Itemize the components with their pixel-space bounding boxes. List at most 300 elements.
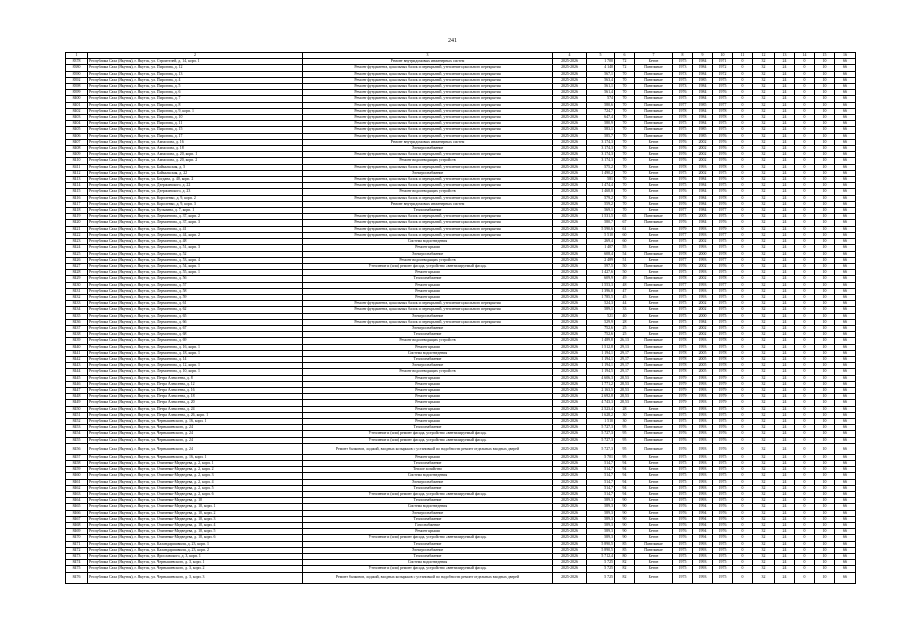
table-cell: 1972 (713, 71, 733, 77)
table-cell: 1975 (673, 412, 693, 418)
table-cell: 2025-2026 (553, 510, 587, 516)
table-cell: 32 (753, 189, 775, 195)
table-cell: 66 (835, 516, 856, 522)
table-cell: Бетон (635, 146, 673, 152)
table-cell: Бетон (635, 152, 673, 158)
table-cell: 0 (733, 485, 753, 491)
table-cell: 10 (815, 183, 835, 189)
table-cell: 5 701 (587, 454, 615, 460)
table-cell: 2025-2026 (553, 84, 587, 90)
table-cell: 1976 (713, 431, 733, 437)
table-cell: 10 (815, 189, 835, 195)
table-cell: 2005 (693, 356, 713, 362)
table-cell: Бетон (635, 504, 673, 510)
table-cell: 32 (753, 121, 775, 127)
table-cell: 0 (733, 288, 753, 294)
table-cell: Панельные (635, 282, 673, 288)
table-cell: Республика Саха (Якутия), г. Якутск, ул. Пирогова, д. 15 (88, 127, 303, 133)
table-cell: Теплоснабжение (303, 425, 553, 431)
table-cell: 32 (753, 554, 775, 560)
table-cell: 1994 (693, 516, 713, 522)
table-cell: 66 (835, 554, 856, 560)
table-cell: 1975 (673, 59, 693, 65)
table-cell: 0 (795, 77, 815, 83)
table-cell: 1975 (713, 127, 733, 133)
table-cell: 2002 (693, 276, 713, 282)
table-cell: Система водоотведения (303, 350, 553, 356)
table-cell: Панельные (635, 121, 673, 127)
table-cell: 2002 (693, 146, 713, 152)
table-cell: Ремонт фундамента, цокольных балок и перекрытий, утепление цокольного перекрытия (303, 96, 553, 102)
table-cell: 8438 (66, 332, 88, 338)
table-cell: 1985 (693, 127, 713, 133)
table-cell: 1993 (693, 418, 713, 424)
table-cell: 32 (753, 356, 775, 362)
table-cell: 1976 (713, 189, 733, 195)
table-cell: Республика Саха (Якутия), г. Якутск, ул. Лермонтова, д. 12, корп. 1 (88, 363, 303, 369)
table-cell: 1975 (713, 467, 733, 473)
table-cell: 2025-2026 (553, 245, 587, 251)
table-cell: 589,3 (587, 523, 615, 529)
table-cell: 1975 (713, 412, 733, 418)
table-cell: 10 (815, 158, 835, 164)
table-cell: 66 (835, 226, 856, 232)
table-cell: 32 (753, 319, 775, 325)
table-cell: 2025-2026 (553, 529, 587, 535)
table-cell: 1979 (713, 400, 733, 406)
table-cell: 1993 (693, 485, 713, 491)
table-cell: 8411 (66, 164, 88, 170)
table-cell: 2025-2026 (553, 375, 587, 381)
table-cell: 32 (753, 59, 775, 65)
table-cell: 0 (733, 554, 753, 560)
table-cell: Республика Саха (Якутия), г. Якутск, ул. Чернышевского, д. 24 (88, 431, 303, 437)
table-cell: 1993 (693, 400, 713, 406)
table-cell: 1975 (673, 554, 693, 560)
table-cell: Ремонт фундамента, цокольных балок и перекрытий, утепление цокольного перекрытия (303, 195, 553, 201)
table-cell: Ремонт фундамента, цокольных балок и перекрытий, утепление цокольного перекрытия (303, 226, 553, 232)
table-cell: 8433 (66, 301, 88, 307)
table-cell: Ремонт фундамента, цокольных балок и перекрытий, утепление цокольного перекрытия (303, 164, 553, 170)
table-cell: 1993 (693, 492, 713, 498)
table-cell: 70 (615, 108, 635, 114)
table-cell: Республика Саха (Якутия), г. Якутск, ул. Лермонтова, д. 55, корп. 1 (88, 270, 303, 276)
table-cell: 1984 (693, 183, 713, 189)
table-cell: 1975 (713, 183, 733, 189)
table-cell: 1985 (693, 102, 713, 108)
table-cell: 10 (815, 208, 835, 214)
table-cell: 0 (733, 133, 753, 139)
table-cell: 66 (835, 363, 856, 369)
table-cell: Республика Саха (Якутия), г. Якутск, ул. Пирогова, д. 8 (88, 102, 303, 108)
table-cell: 24 (775, 560, 795, 566)
table-cell: 2025-2026 (553, 356, 587, 362)
table-cell: 10 (815, 164, 835, 170)
table-cell: 95 (615, 431, 635, 437)
column-number-2: 2 (88, 53, 303, 59)
table-cell: 2025-2026 (553, 257, 587, 263)
table-cell: 24 (775, 177, 795, 183)
table-cell: 1993 (693, 387, 713, 393)
table-cell: 0 (733, 443, 753, 454)
table-cell: 8460 (66, 473, 88, 479)
table-cell: 10 (815, 325, 835, 331)
table-cell: 2025-2026 (553, 344, 587, 350)
table-cell: Панельные (635, 96, 673, 102)
table-cell: 10 (815, 454, 835, 460)
table-cell: 1975 (713, 332, 733, 338)
table-cell: 0 (795, 90, 815, 96)
table-cell: Панельные (635, 127, 673, 133)
table-cell: Бетон (635, 239, 673, 245)
table-cell: 10 (815, 77, 835, 83)
table-cell: 0 (733, 560, 753, 566)
table-cell: 1975 (673, 313, 693, 319)
table-cell: 8471 (66, 541, 88, 547)
table-cell: 66 (835, 245, 856, 251)
table-cell: 2025-2026 (553, 504, 587, 510)
table-cell: Республика Саха (Якутия), г. Якутск, ул. Лермонтова, д. 58 (88, 288, 303, 294)
table-cell: 0 (795, 195, 815, 201)
table-cell: 1 194,5 (587, 369, 615, 375)
table-cell: 1985 (693, 77, 713, 83)
table-cell: Ремонт крыши (303, 270, 553, 276)
table-cell: 10 (815, 282, 835, 288)
table-cell: 580,7 (587, 220, 615, 226)
table-cell: 1975 (673, 239, 693, 245)
table-cell: 0 (795, 257, 815, 263)
table-cell: 10 (815, 437, 835, 443)
table-cell: 10 (815, 170, 835, 176)
table-cell: Ремонт фундамента, цокольных балок и перекрытий, утепление цокольного перекрытия (303, 77, 553, 83)
table-cell: Республика Саха (Якутия), г. Якутск, ул. Чернышевского, д. 3, корп. 3 (88, 572, 303, 583)
table-cell: Республика Саха (Якутия), г. Якутск, ул. Пирогова, д. 5 (88, 84, 303, 90)
table-cell: 2025-2026 (553, 189, 587, 195)
table-cell: 72 (615, 59, 635, 65)
table-cell: 0 (795, 121, 815, 127)
table-cell: 1976 (673, 529, 693, 535)
table-cell: 1984 (693, 201, 713, 207)
table-cell: 1975 (713, 245, 733, 251)
table-cell: 2002 (693, 158, 713, 164)
table-cell: Бетон (635, 516, 673, 522)
table-cell: 0 (795, 394, 815, 400)
table-cell: 24 (775, 189, 795, 195)
table-cell: 0 (733, 177, 753, 183)
table-cell: 8455 (66, 437, 88, 443)
table-cell: 1993 (693, 344, 713, 350)
table-cell: 60 (615, 239, 635, 245)
table-cell: Ремонт внутридомовых инженерных систем (303, 59, 553, 65)
table-cell: Ремонт крыши (303, 387, 553, 393)
table-cell: 32 (753, 115, 775, 121)
table-cell: 32 (753, 77, 775, 83)
table-cell: 0 (795, 251, 815, 257)
table-cell: 0 (733, 127, 753, 133)
table-cell: 24 (775, 313, 795, 319)
table-cell: 574 (587, 96, 615, 102)
table-cell: Бетон (635, 294, 673, 300)
table-cell: 589,1 (587, 307, 615, 313)
table-cell: 32 (753, 535, 775, 541)
table-cell: 1975 (673, 418, 693, 424)
table-cell: 32 (753, 84, 775, 90)
table-cell: 0 (795, 332, 815, 338)
table-cell: 1975 (713, 485, 733, 491)
table-cell: 1978 (673, 195, 693, 201)
table-cell: 1976 (673, 263, 693, 269)
table-cell: Панельные (635, 425, 673, 431)
table-cell: 24 (775, 529, 795, 535)
table-cell: 8421 (66, 226, 88, 232)
table-cell: Ремонт крыши (303, 288, 553, 294)
table-cell: Республика Саха (Якутия), г. Якутск, ул. Очиченко-Медведева, д. 10 (88, 498, 303, 504)
table-cell: 66 (835, 127, 856, 133)
table-cell: 10 (815, 276, 835, 282)
column-number-14: 14 (795, 53, 815, 59)
table-cell: 2025-2026 (553, 523, 587, 529)
table-cell: Республика Саха (Якутия), г. Якутск, ул. Чернышевского, д. 3, корп. 2 (88, 566, 303, 572)
table-cell: 8409 (66, 152, 88, 158)
table-cell: Республика Саха (Якутия), г. Якутск, ул. Лермонтова, д. 66 (88, 319, 303, 325)
table-cell: Ремонт фундамента, цокольных балок и перекрытий, утепление цокольного перекрытия (303, 232, 553, 238)
table-cell: 32 (753, 158, 775, 164)
table-cell: 1979 (673, 375, 693, 381)
table-cell: 10 (815, 226, 835, 232)
table-cell: 0 (733, 195, 753, 201)
table-cell: 608,4 (587, 251, 615, 257)
table-cell: 0 (733, 338, 753, 344)
table-cell: 2025-2026 (553, 164, 587, 170)
table-cell: 1975 (713, 313, 733, 319)
table-cell: Республика Саха (Якутия), г. Якутск, ул. Лермонтова, д. 59 (88, 294, 303, 300)
table-cell: 8440 (66, 344, 88, 350)
table-cell: Бетон (635, 177, 673, 183)
table-cell: 2025-2026 (553, 220, 587, 226)
table-cell: 66 (835, 102, 856, 108)
table-cell: Ремонт фундамента, цокольных балок и перекрытий, утепление цокольного перекрытия (303, 127, 553, 133)
table-cell: 2025-2026 (553, 96, 587, 102)
table-cell: 2025-2026 (553, 554, 587, 560)
table-cell: 2002 (693, 301, 713, 307)
table-cell: 8378 (66, 59, 88, 65)
table-cell: 5 890,5 (587, 547, 615, 553)
table-cell: 1975 (713, 301, 733, 307)
table-cell: 2025-2026 (553, 381, 587, 387)
table-cell: 1993 (693, 245, 713, 251)
table-cell: 10 (815, 108, 835, 114)
table-cell: 0 (795, 356, 815, 362)
table-cell: 66 (835, 239, 856, 245)
table-cell: Электроснабжение (303, 170, 553, 176)
table-cell: 32 (753, 96, 775, 102)
table-cell: 0 (733, 387, 753, 393)
table-cell: Ремонт фундамента, цокольных балок и перекрытий, утепление цокольного перекрытия (303, 301, 553, 307)
table-cell: 1975 (673, 301, 693, 307)
table-cell: 80 (615, 554, 635, 560)
table-cell: 0 (795, 325, 815, 331)
table-cell: 50 (615, 270, 635, 276)
table-cell: 10 (815, 400, 835, 406)
table-cell: 2025-2026 (553, 431, 587, 437)
table-cell: 32 (753, 547, 775, 553)
table-cell: 1975 (673, 406, 693, 412)
table-cell: Бетон (635, 208, 673, 214)
table-cell: 2025-2026 (553, 65, 587, 71)
table-cell: 66 (835, 170, 856, 176)
table-cell: 94 (615, 467, 635, 473)
table-cell: 10 (815, 356, 835, 362)
table-cell: 10 (815, 71, 835, 77)
table-cell: 0 (733, 381, 753, 387)
table-cell: 1978 (713, 164, 733, 170)
table-cell: 24 (775, 288, 795, 294)
table-cell: 55 (615, 245, 635, 251)
table-cell: 1993 (693, 554, 713, 560)
table-cell: 10 (815, 350, 835, 356)
table-cell: Ремонт крыши (303, 394, 553, 400)
table-cell: 65 (615, 214, 635, 220)
table-cell: 2025-2026 (553, 71, 587, 77)
table-cell: 0 (733, 276, 753, 282)
table-cell: Ремонт крыши (303, 418, 553, 424)
table-cell: 32 (753, 510, 775, 516)
table-cell: 0 (733, 325, 753, 331)
table-cell: 66 (835, 325, 856, 331)
table-cell: 2025-2026 (553, 363, 587, 369)
table-cell: 0 (795, 177, 815, 183)
table-cell: 24 (775, 504, 795, 510)
table-cell: 10 (815, 535, 835, 541)
table-cell: Утепление и (или) ремонт фасада, устройство «вентилируемый фасад» (303, 492, 553, 498)
table-cell: 10 (815, 313, 835, 319)
table-cell: Республика Саха (Якутия), г. Якутск, ул. Лермонтова, д. 37, корп. 3 (88, 220, 303, 226)
table-cell: 10 (815, 344, 835, 350)
table-cell: 0 (795, 201, 815, 207)
table-cell: 66 (835, 276, 856, 282)
table-cell: 1976 (673, 437, 693, 443)
table-cell: 10 (815, 332, 835, 338)
table-cell: 8452 (66, 418, 88, 424)
table-cell: 66 (835, 90, 856, 96)
table-cell: 1976 (713, 437, 733, 443)
table-cell: 2025-2026 (553, 288, 587, 294)
table-cell: 1994 (693, 504, 713, 510)
table-cell: 1978 (673, 356, 693, 362)
table-cell: 1975 (713, 498, 733, 504)
table-cell: 0 (733, 467, 753, 473)
table-cell: 66 (835, 572, 856, 583)
table-cell: 0 (795, 541, 815, 547)
table-cell: 8407 (66, 139, 88, 145)
table-cell: 3 174,3 (587, 152, 615, 158)
table-cell: Ремонт водоотводящих устройств (303, 158, 553, 164)
table-cell: 1975 (673, 344, 693, 350)
table-cell: 0 (795, 412, 815, 418)
table-cell: 66 (835, 541, 856, 547)
table-cell: Панельные (635, 431, 673, 437)
table-cell: 2025-2026 (553, 127, 587, 133)
table-cell: Панельные (635, 108, 673, 114)
table-cell: 0 (733, 189, 753, 195)
table-cell: 1975 (673, 479, 693, 485)
column-number-3: 3 (303, 53, 553, 59)
table-cell: 32 (753, 572, 775, 583)
table-cell: 583,1 (587, 127, 615, 133)
table-cell: 10 (815, 523, 835, 529)
table-cell: 24 (775, 257, 795, 263)
table-cell: 0 (733, 350, 753, 356)
table-cell: 66 (835, 535, 856, 541)
table-cell: 0 (795, 108, 815, 114)
table-cell: 0 (733, 232, 753, 238)
table-cell: 1993 (693, 572, 713, 583)
table-cell: 1975 (673, 127, 693, 133)
table-cell: Панельные (635, 547, 673, 553)
table-cell: 4 606,3 (587, 375, 615, 381)
table-cell: 66 (835, 437, 856, 443)
table-cell: 24 (775, 387, 795, 393)
table-cell: 2025-2026 (553, 232, 587, 238)
table-cell: 1 628,2 (587, 412, 615, 418)
table-cell: 10 (815, 387, 835, 393)
table-cell: 2025-2026 (553, 251, 587, 257)
table-cell: 2025-2026 (553, 560, 587, 566)
table-cell: 1975 (673, 270, 693, 276)
table-cell: Республика Саха (Якутия), г. Якутск, ул. Аммосова, д. 16 (88, 139, 303, 145)
table-cell: 8447 (66, 387, 88, 393)
table-cell: Бетон (635, 201, 673, 207)
table-cell: 0 (795, 425, 815, 431)
table-cell: Бетон (635, 406, 673, 412)
table-cell: 0 (795, 492, 815, 498)
table-cell: 24 (775, 127, 795, 133)
table-cell: 32 (753, 214, 775, 220)
table-cell: Панельные (635, 363, 673, 369)
table-cell: 24 (775, 473, 795, 479)
table-cell: 647,4 (587, 115, 615, 121)
table-cell: 2025-2026 (553, 572, 587, 583)
table-cell: 70 (615, 77, 635, 83)
table-cell: Республика Саха (Якутия), г. Якутск, ул. Лермонтова, д. 61 (88, 301, 303, 307)
table-cell: 0 (733, 183, 753, 189)
table-cell: 66 (835, 77, 856, 83)
table-cell: 0 (733, 71, 753, 77)
table-cell: 1975 (673, 454, 693, 460)
table-cell: 0 (733, 121, 753, 127)
table-cell: Республика Саха (Якутия), г. Якутск, ул. Лермонтова, д. 65 (88, 313, 303, 319)
table-cell: 10 (815, 381, 835, 387)
table-cell: 2002 (693, 263, 713, 269)
table-cell: 0 (733, 214, 753, 220)
table-cell: Ремонт внутридомовых инженерных систем (303, 139, 553, 145)
table-cell: 24 (775, 418, 795, 424)
table-cell: Панельные (635, 71, 673, 77)
table-cell: 32 (753, 294, 775, 300)
table-cell: 0 (733, 263, 753, 269)
table-cell: 0 (795, 319, 815, 325)
table-cell: 580,6 (587, 102, 615, 108)
table-cell: Бетон (635, 195, 673, 201)
table-cell: 514,7 (587, 473, 615, 479)
table-cell: 32 (753, 71, 775, 77)
table-cell: 1975 (713, 541, 733, 547)
table-cell: 0 (795, 263, 815, 269)
table-cell: Панельные (635, 356, 673, 362)
table-cell: 8416 (66, 195, 88, 201)
table-cell: 32 (753, 288, 775, 294)
table-cell: Теплоснабжение (303, 554, 553, 560)
